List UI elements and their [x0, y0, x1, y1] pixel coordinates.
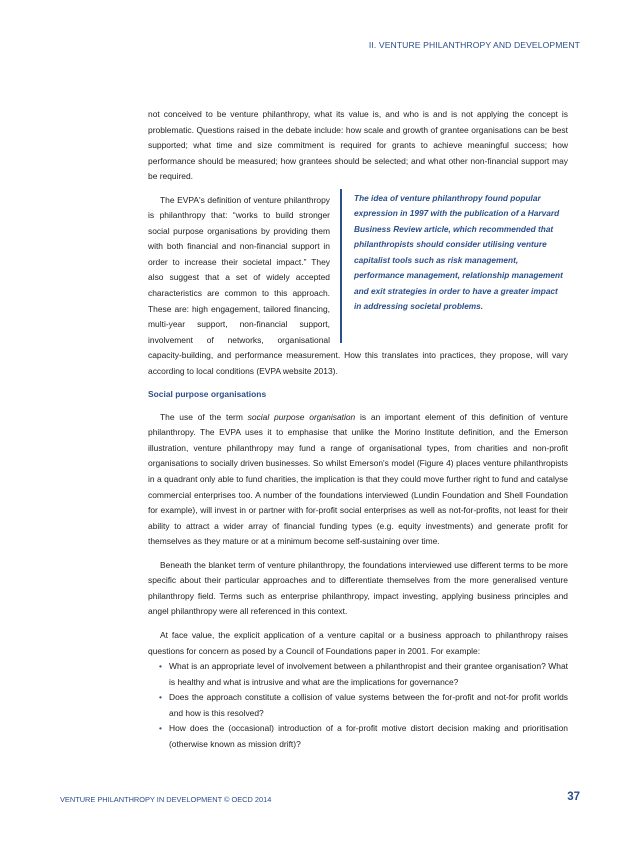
list-item: • What is an appropriate level of involvement between a philanthropist and their grantee organisation? What is healthy and what is intrusive and what are the implications for governance? [159, 661, 568, 687]
pull-quote: The idea of venture philanthropy found popular expression in 1997 with the publication of a Harvard Business Review article, which recommended that philanthropists should consider utilising venture capitalist tools such as risk management, performance management, relationship management and exit strategies in order to have a greater impact in addressing societal problems. [340, 189, 568, 343]
question-list [148, 659, 568, 752]
bullet-icon: • [159, 692, 162, 703]
paragraph-face-value: At face value, the explicit application of a venture capital or a business approach to philanthropy raises questions for concern as posed by a Council of Foundations paper in 2001. For example: [148, 629, 568, 656]
bullet-icon: • [159, 723, 162, 734]
bullet-icon: • [159, 661, 162, 672]
body-text [148, 107, 568, 752]
page-number: 37 [567, 791, 580, 803]
paragraph-intro: not conceived to be venture philanthropy, what its value is, and who is and is not applying the concept is problematic. Questions raised in the debate include: how scale and growth of grantee organisations can be best supported; what time and size commitment is required for grants to achieve meaningful success; how performance should be measured; how grantees should be selected; and what other non-financial support may be required. [148, 109, 568, 182]
paragraph-terms: Beneath the blanket term of venture philanthropy, the foundations interviewed use different terms to be more specific about their particular approaches and to differentiate themselves from the more generalised venture philanthropy field. Terms such as enterprise philanthropy, impact investing, applying business principles and angel philanthropy were all referenced in this context. [148, 559, 568, 617]
section-heading: Social purpose organisations [148, 389, 267, 400]
footer-text: VENTURE PHILANTHROPY IN DEVELOPMENT © OECD 2014 [60, 795, 272, 804]
emphasis-term: social purpose organisation [247, 411, 356, 422]
paragraph-social-purpose: The use of the term social purpose organisation is an important element of this definition of venture philanthropy. The EVPA uses it to emphasise that unlike the Morino Institute definition, and the Emerson illustration, venture philanthropy may fund a range of organisational types, from charities and non-profit organisations to socially driven businesses. So whilst Emerson's model (Figure 4) places venture philanthropists in a quadrant only able to fund charities, the implication is that they could move further right to fund and catalyse commercial enterprises too. A number of the foundations interviewed (Lundin Foundation and Shell Foundation for example), will invest in or partner with for-profit social enterprises as well as not-for-profits, not least for their ability to attract a wider array of financial funding types (e.g. equity investments) and generate profit for themselves as they mature or at a minimum become self-sustaining over time. [148, 411, 568, 547]
list-item: • Does the approach constitute a collision of value systems between the for-profit and not-for profit worlds and how is this resolved? [159, 692, 568, 718]
running-header: II. VENTURE PHILANTHROPY AND DEVELOPMENT [368, 40, 580, 50]
list-item: • How does the (occasional) introduction of a for-profit motive distort decision making and prioritisation (otherwise known as mission drift)? [159, 723, 568, 749]
paragraph-evpa-definition: The EVPA's definition of venture philanthropy is philanthropy that: “works to build stronger social purpose organisations by providing them with both financial and non-financial support in order to increase their societal impact.” They also suggest that a set of widely accepted characteristics are common to this approach. These are: high engagement, tailored financing, multi-year support, non-financial support, involvement of networks, organisational capacity-building, and performance measurement. How this translates into practices, they propose, will vary according to local conditions (EVPA website 2013). [148, 194, 568, 376]
